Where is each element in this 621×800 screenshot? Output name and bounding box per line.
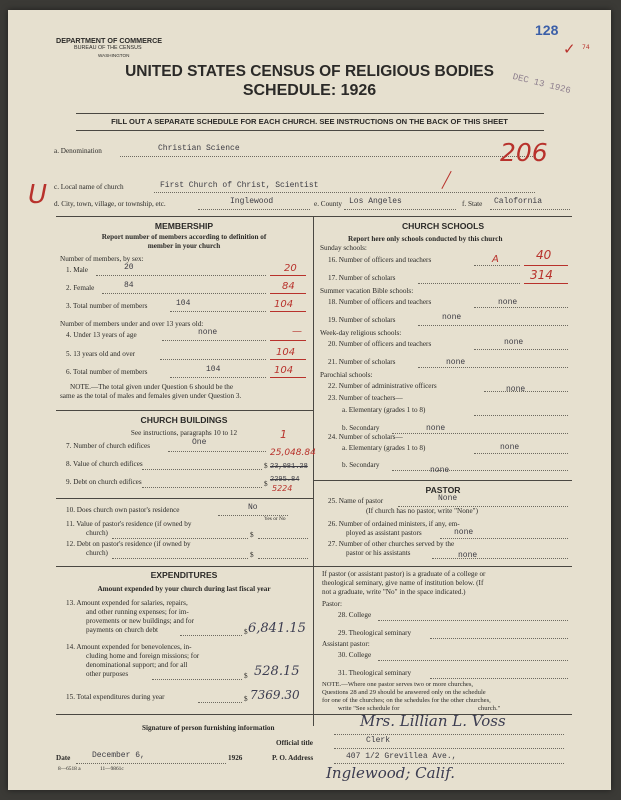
denomination-code: 206 (500, 138, 548, 167)
schedule-title: SCHEDULE: 1926 (242, 82, 377, 99)
q1-check: 20 (284, 263, 297, 274)
q23a-label: a. Elementary (grades 1 to 8) (342, 406, 426, 414)
local-name-value: First Church of Christ, Scientist (160, 181, 319, 190)
q14-label-cont: other purposes (86, 670, 129, 678)
official-title-label: Official title (276, 739, 313, 747)
answer-line (430, 678, 568, 679)
q7-label: 7. Number of church edifices (66, 442, 151, 450)
answer-line (170, 311, 266, 312)
dollar-sign: $ (250, 531, 254, 539)
q31-label: 31. Theological seminary (338, 669, 412, 677)
q13-value: 6,841.15 (248, 621, 306, 636)
answer-line (392, 470, 568, 471)
dollar-sign: $ (264, 480, 268, 488)
answer-line (484, 391, 568, 392)
state-value: Calofornia (494, 197, 543, 206)
q4-label: 4. Under 13 years of age (66, 331, 137, 339)
q26-label-cont: ployed as assistant pastors (346, 529, 422, 537)
expenditures-title: EXPENDITURES (150, 570, 218, 580)
answer-line (474, 349, 568, 350)
pastor-note: for one of the churches; on the schedules for the other churches, (322, 697, 491, 704)
parochial-schools-label: Parochial schools: (320, 371, 373, 379)
q20-label: 20. Number of officers and teachers (328, 340, 432, 348)
assistant-pastor-label: Assistant pastor: (322, 640, 370, 648)
answer-line (76, 763, 226, 764)
q25-label: 25. Name of pastor (328, 497, 384, 505)
answer-line (258, 558, 308, 559)
city-value: Inglewood (230, 197, 274, 206)
date-label: Date (56, 754, 71, 762)
answer-line (392, 433, 568, 434)
instruction-line: FILL OUT A SEPARATE SCHEDULE FOR EACH CHURCH. SEE INSTRUCTIONS ON THE BACK OF THIS SHEET (111, 117, 508, 126)
answer-line (474, 307, 568, 308)
answer-line (142, 487, 262, 488)
q6-value: 104 (206, 365, 221, 374)
denomination-label: a. Denomination (54, 147, 102, 155)
official-title-value: Clerk (366, 736, 391, 745)
q10-value: No (248, 503, 258, 512)
q25-value: None (438, 494, 458, 503)
answer-line (490, 209, 570, 210)
red-check-stroke (441, 171, 451, 189)
q24a-value: none (500, 443, 520, 452)
q24-label: 24. Number of scholars— (328, 433, 403, 441)
dollar-sign: $ (244, 672, 248, 680)
q9-value: 2295.84 (270, 476, 300, 484)
q4-check: — (292, 326, 302, 337)
dollar-sign: $ (244, 628, 248, 636)
dollar-sign: $ (244, 695, 248, 703)
answer-line (418, 367, 568, 368)
q5-label: 5. 13 years old and over (66, 350, 136, 358)
q15-label: 15. Total expenditures during year (66, 693, 165, 701)
dollar-sign: $ (250, 551, 254, 559)
q21-label: 21. Number of scholars (328, 358, 396, 366)
q1-value: 20 (124, 263, 134, 272)
answer-line (378, 660, 568, 661)
section-rule (56, 566, 313, 567)
section-rule (313, 480, 572, 481)
date-year: 1926 (228, 754, 243, 762)
q26-value: none (454, 528, 474, 537)
answer-line (270, 275, 306, 276)
print-code: 11—9861c (100, 766, 124, 772)
column-divider (313, 216, 314, 726)
answer-line (96, 275, 266, 276)
q2-value: 84 (124, 281, 134, 290)
answer-line (112, 538, 248, 539)
q24a-label: a. Elementary (grades 1 to 8) (342, 444, 426, 452)
q9-label: 9. Debt on church edifices (66, 478, 142, 486)
answer-line (198, 209, 310, 210)
q16-value: A (492, 254, 499, 265)
address-value: 407 1/2 Grevillea Ave., (346, 752, 457, 761)
answer-line (162, 340, 266, 341)
membership-note: NOTE.—The total given under Question 6 should be the (70, 383, 234, 391)
answer-line (198, 702, 242, 703)
answer-line (270, 311, 306, 312)
q14-label-cont: denominational support; and for all (86, 661, 188, 669)
answer-line (270, 293, 306, 294)
answer-line (440, 538, 568, 539)
buildings-subtitle: See instructions, paragraphs 10 to 12 (130, 429, 238, 437)
answer-line (102, 293, 266, 294)
pastor-note: Questions 28 and 29 should be answered only on the schedule (322, 689, 486, 696)
answer-line (432, 558, 568, 559)
q29-label: 29. Theological seminary (338, 629, 412, 637)
q14-label-cont: cluding home and foreign missions; for (86, 652, 200, 660)
section-rule (313, 566, 572, 567)
answer-line (180, 635, 242, 636)
graduate-instructions: not a graduate, write "No" in the space indicated.) (322, 588, 466, 596)
address-city: Inglewood; Calif. (326, 764, 455, 782)
membership-title: MEMBERSHIP (154, 221, 214, 231)
city-label: WASHINGTON (98, 53, 130, 58)
q4-value: none (198, 328, 218, 337)
q8-label: 8. Value of church edifices (66, 460, 143, 468)
answer-line (524, 265, 568, 266)
q18-label: 18. Number of officers and teachers (328, 298, 432, 306)
q1-label: 1. Male (66, 266, 88, 274)
q22-label: 22. Number of administrative officers (328, 382, 437, 390)
q23-label: 23. Number of teachers— (328, 394, 403, 402)
q13-label-cont: payments on church debt (86, 626, 159, 634)
answer-line (524, 283, 568, 284)
answer-line (168, 451, 266, 452)
q21-value: none (446, 358, 466, 367)
pastor-note: church." (478, 705, 501, 712)
q7-value: One (192, 438, 207, 447)
graduate-instructions: If pastor (or assistant pastor) is a graduate of a college or (322, 570, 486, 578)
signature: Mrs. Lillian L. Voss (360, 712, 506, 730)
answer-line (474, 415, 568, 416)
q19-value: none (442, 313, 462, 322)
divider (76, 130, 544, 131)
section-rule (56, 410, 313, 411)
date-value: December 6, (92, 751, 145, 760)
q9-check: 5224 (272, 484, 293, 493)
answer-line (120, 156, 535, 157)
margin-letter: U (28, 180, 48, 210)
q17-check: 314 (530, 268, 553, 282)
q13-label-cont: and other running expenses; for im- (86, 608, 189, 616)
form-number: 128 (535, 22, 559, 38)
pastor-note: NOTE.—Where one pastor serves two or more churches, (322, 681, 474, 688)
print-code: 8—6518 a (58, 766, 81, 772)
address-label: P. O. Address (272, 754, 314, 762)
q18-value: none (498, 298, 518, 307)
q11-label: 11. Value of pastor's residence (if owned by (66, 520, 192, 528)
age-intro-label: Number of members under and over 13 years old: (60, 320, 204, 328)
check-mark: ✓ (563, 40, 576, 58)
q14-label: 14. Amount expended for benevolences, in- (66, 643, 192, 651)
q27-label-cont: pastor or his assistants (346, 549, 411, 557)
answer-line (378, 620, 568, 621)
q7-check: 1 (280, 428, 287, 441)
q16-check: 40 (536, 248, 552, 262)
q28-label: 28. College (338, 611, 372, 619)
pastor-label: Pastor: (322, 600, 342, 608)
answer-line (142, 469, 262, 470)
weekday-schools-label: Week-day religious schools: (320, 329, 402, 337)
q2-label: 2. Female (66, 284, 95, 292)
graduate-instructions: theological seminary, give name of institution below. (If (322, 579, 484, 587)
q8-check: 25,048.84 (270, 448, 316, 458)
q27-value: none (458, 551, 478, 560)
q15-value: 7369.30 (250, 688, 300, 702)
q16-label: 16. Number of officers and teachers (328, 256, 432, 264)
check-note: 74 (582, 44, 590, 51)
section-rule (56, 216, 572, 217)
department-label: DEPARTMENT OF COMMERCE (56, 36, 163, 45)
dollar-sign: $ (264, 462, 268, 470)
pastor-title: PASTOR (425, 485, 461, 495)
state-label: f. State (462, 200, 483, 208)
q11-label-cont: church) (86, 529, 108, 537)
answer-line (430, 638, 568, 639)
q12-label-cont: church) (86, 549, 108, 557)
q3-check: 104 (274, 299, 294, 310)
schools-title: CHURCH SCHOOLS (401, 221, 485, 231)
answer-line (270, 340, 306, 341)
q13-label: 13. Amount expended for salaries, repairs, (66, 599, 188, 607)
answer-line (270, 377, 306, 378)
summer-schools-label: Summer vacation Bible schools: (320, 287, 414, 295)
yes-no-hint: Yes or No (264, 516, 286, 522)
sunday-schools-label: Sunday schools: (320, 244, 367, 252)
form-title: UNITED STATES CENSUS OF RELIGIOUS BODIES (125, 63, 494, 80)
answer-line (334, 734, 564, 735)
q14-value: 528.15 (254, 664, 300, 679)
q24b-label: b. Secondary (342, 461, 380, 469)
q23b-value: none (426, 424, 446, 433)
answer-line (474, 453, 568, 454)
q23b-label: b. Secondary (342, 424, 380, 432)
answer-line (154, 192, 535, 193)
bureau-label: BUREAU OF THE CENSUS (74, 45, 142, 51)
answer-line (418, 325, 568, 326)
answer-line (418, 283, 520, 284)
membership-intro: member in your church (147, 242, 221, 250)
q17-label: 17. Number of scholars (328, 274, 396, 282)
answer-line (270, 359, 306, 360)
q12-label: 12. Debt on pastor's residence (if owned by (66, 540, 191, 548)
signature-label: Signature of person furnishing information (142, 724, 275, 732)
membership-intro: Report number of members according to definition of (101, 233, 267, 241)
answer-line (170, 377, 266, 378)
received-date-stamp: DEC 13 1926 (511, 72, 572, 97)
q6-label: 6. Total number of members (66, 368, 148, 376)
q8-value: 23,081.28 (270, 463, 308, 471)
answer-line (160, 359, 266, 360)
q3-value: 104 (176, 299, 191, 308)
divider (76, 113, 544, 114)
county-value: Los Angeles (349, 197, 402, 206)
q26-label: 26. Number of ordained ministers, if any, em- (328, 520, 460, 528)
answer-line (344, 209, 456, 210)
city-label: d. City, town, village, or township, etc. (54, 200, 166, 208)
q19-label: 19. Number of scholars (328, 316, 396, 324)
answer-line (474, 265, 520, 266)
q30-label: 30. College (338, 651, 372, 659)
q22-value: none (506, 385, 526, 394)
q10-label: 10. Does church own pastor's residence (66, 506, 180, 514)
answer-line (334, 748, 564, 749)
answer-line (258, 538, 308, 539)
q2-check: 84 (282, 281, 295, 292)
section-rule (56, 498, 313, 499)
denomination-value: Christian Science (158, 144, 240, 153)
answer-line (152, 679, 242, 680)
census-schedule-page (8, 10, 611, 790)
q25-note: (If church has no pastor, write "None") (366, 507, 478, 515)
pastor-note: write "See schedule for (338, 705, 400, 712)
q6-check: 104 (274, 365, 294, 376)
buildings-title: CHURCH BUILDINGS (140, 415, 228, 425)
members-by-sex-label: Number of members, by sex: (60, 255, 144, 263)
answer-line (112, 558, 248, 559)
membership-note: same as the total of males and females given under Question 3. (60, 392, 242, 400)
q5-check: 104 (276, 347, 296, 358)
q27-label: 27. Number of other churches served by the (328, 540, 455, 548)
expenditures-subtitle: Amount expended by your church during last fiscal year (97, 585, 271, 593)
county-label: e. County (314, 200, 342, 208)
schools-subtitle: Report here only schools conducted by this church (348, 235, 503, 243)
q24b-value: none (430, 466, 450, 475)
q20-value: none (504, 338, 524, 347)
q13-label-cont: provements or new buildings; and for (86, 617, 194, 625)
local-name-label: c. Local name of church (54, 183, 124, 191)
q3-label: 3. Total number of members (66, 302, 148, 310)
